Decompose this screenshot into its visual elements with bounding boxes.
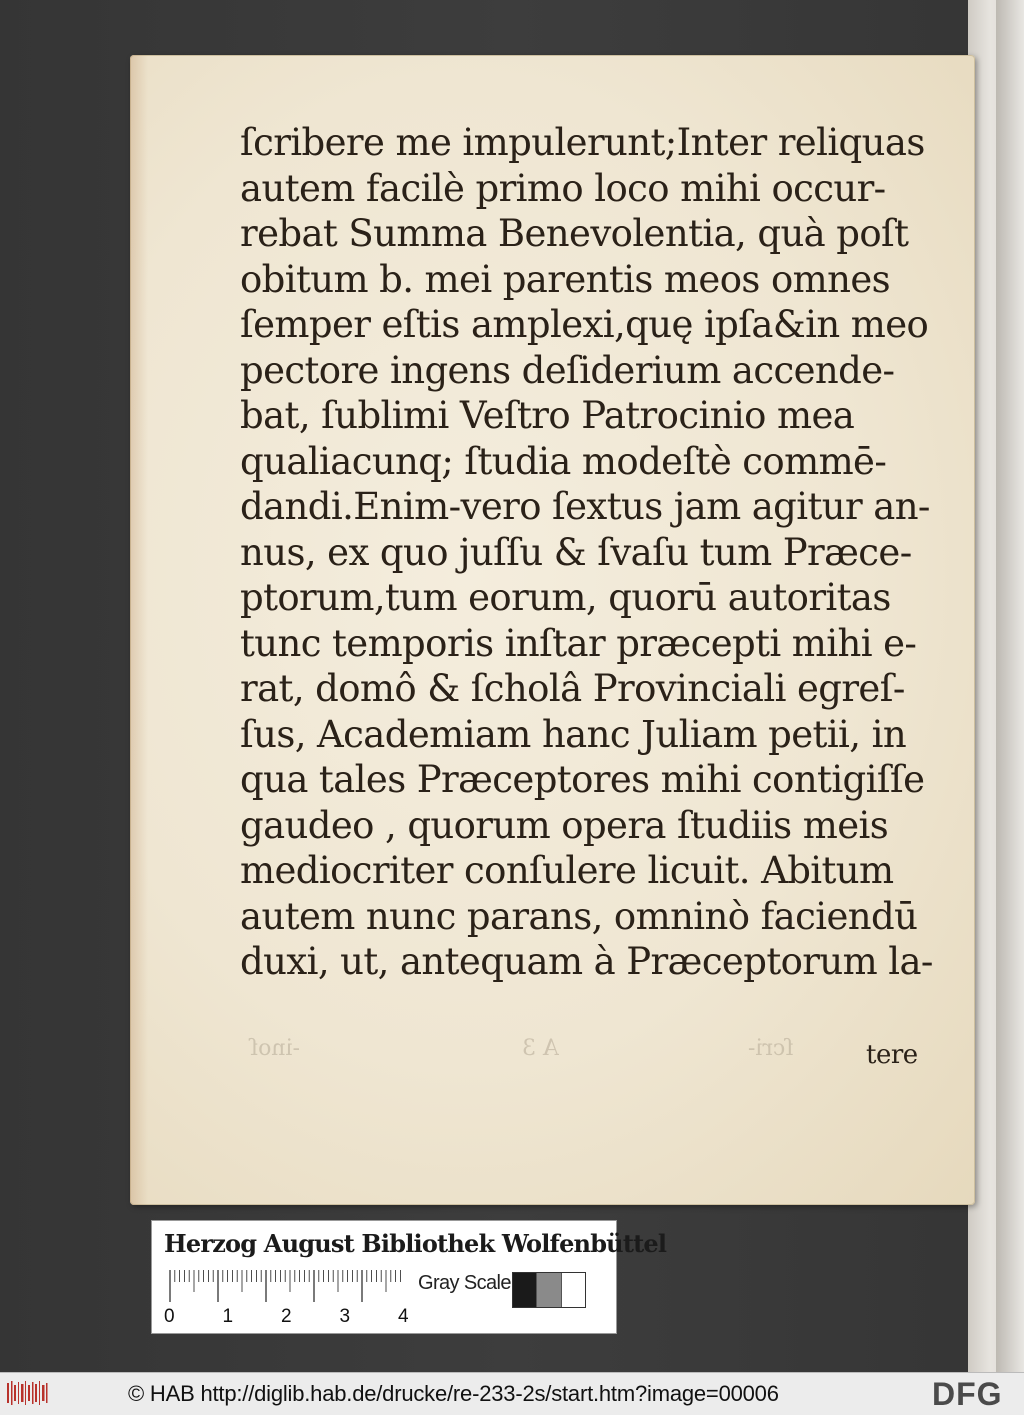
grayscale-label: Gray Scale bbox=[418, 1272, 511, 1294]
text-line: tunc temporis inſtar præcepti mihi e- bbox=[240, 621, 917, 665]
text-line: nus, ex quo juſſu & ſvaſu tum Præce- bbox=[240, 530, 912, 574]
ruler-label: 4 bbox=[398, 1306, 409, 1327]
text-line: autem nunc parans, omninò faciendū bbox=[240, 894, 918, 938]
page-text bbox=[240, 120, 933, 985]
text-line: mediocriter conſulere licuit. Abitum bbox=[240, 849, 894, 892]
text-line: rebat Summa Benevolentia, quà poſt bbox=[240, 212, 909, 255]
bleed-through-text: -inoſ bbox=[250, 1036, 301, 1061]
catchword: tere bbox=[866, 1040, 918, 1070]
gray-swatch bbox=[561, 1273, 585, 1307]
barcode-icon bbox=[6, 1379, 48, 1407]
source-link[interactable]: © HAB http://diglib.hab.de/drucke/re-233-2s/start.htm?image=00006 bbox=[128, 1381, 779, 1406]
ruler-labels bbox=[162, 1306, 422, 1330]
ruler-label: 0 bbox=[164, 1306, 175, 1327]
ruler-scale bbox=[168, 1268, 408, 1304]
text-line: dandi.Enim-vero ſextus jam agitur an- bbox=[240, 485, 930, 528]
text-line: autem facilè primo loco mihi occur- bbox=[240, 166, 886, 210]
text-line: ſcribere me impulerunt;Inter reliquas bbox=[240, 121, 925, 164]
adjacent-page-edge-inner bbox=[996, 0, 1024, 1372]
page-edge-shadow bbox=[130, 55, 148, 1205]
chart-title: Herzog August Bibliothek Wolfenbüttel bbox=[164, 1229, 667, 1258]
text-line: obitum b. mei parentis meos omnes bbox=[240, 257, 891, 301]
text-line: ptorum,tum eorum, quorū autoritas bbox=[240, 576, 891, 619]
text-line: gaudeo , quorum opera ſtudiis meis bbox=[240, 803, 889, 847]
text-line: qua tales Præceptores mihi contigiſſe bbox=[240, 758, 925, 801]
text-line: pectore ingens deſiderium accende- bbox=[240, 348, 895, 392]
text-line: rat, domô & ſcholâ Provinciali egreſ- bbox=[240, 667, 905, 710]
text-line: bat, ſublimi Veſtro Patrocinio mea bbox=[240, 394, 855, 437]
dfg-logo bbox=[930, 1376, 1020, 1410]
ruler-label: 2 bbox=[281, 1306, 292, 1327]
ruler-label: 1 bbox=[222, 1306, 234, 1327]
text-line: qualiacunq; ſtudia modeſtè commē- bbox=[240, 439, 887, 483]
gray-swatches bbox=[512, 1272, 586, 1308]
gray-swatch bbox=[536, 1273, 560, 1307]
ruler-label: 3 bbox=[339, 1306, 351, 1327]
bleed-through-text: A 3 bbox=[522, 1036, 559, 1061]
svg-text:DFG: DFG bbox=[932, 1376, 1003, 1410]
text-line: duxi, ut, antequam à Præceptorum la- bbox=[240, 940, 933, 983]
gray-swatch bbox=[513, 1273, 536, 1307]
text-line: ſus, Academiam hanc Juliam petii, in bbox=[240, 712, 907, 756]
text-line: ſemper eſtis amplexi,quę ipſa&in meo bbox=[240, 303, 929, 346]
bleed-through-text: ſcri- bbox=[748, 1036, 794, 1061]
